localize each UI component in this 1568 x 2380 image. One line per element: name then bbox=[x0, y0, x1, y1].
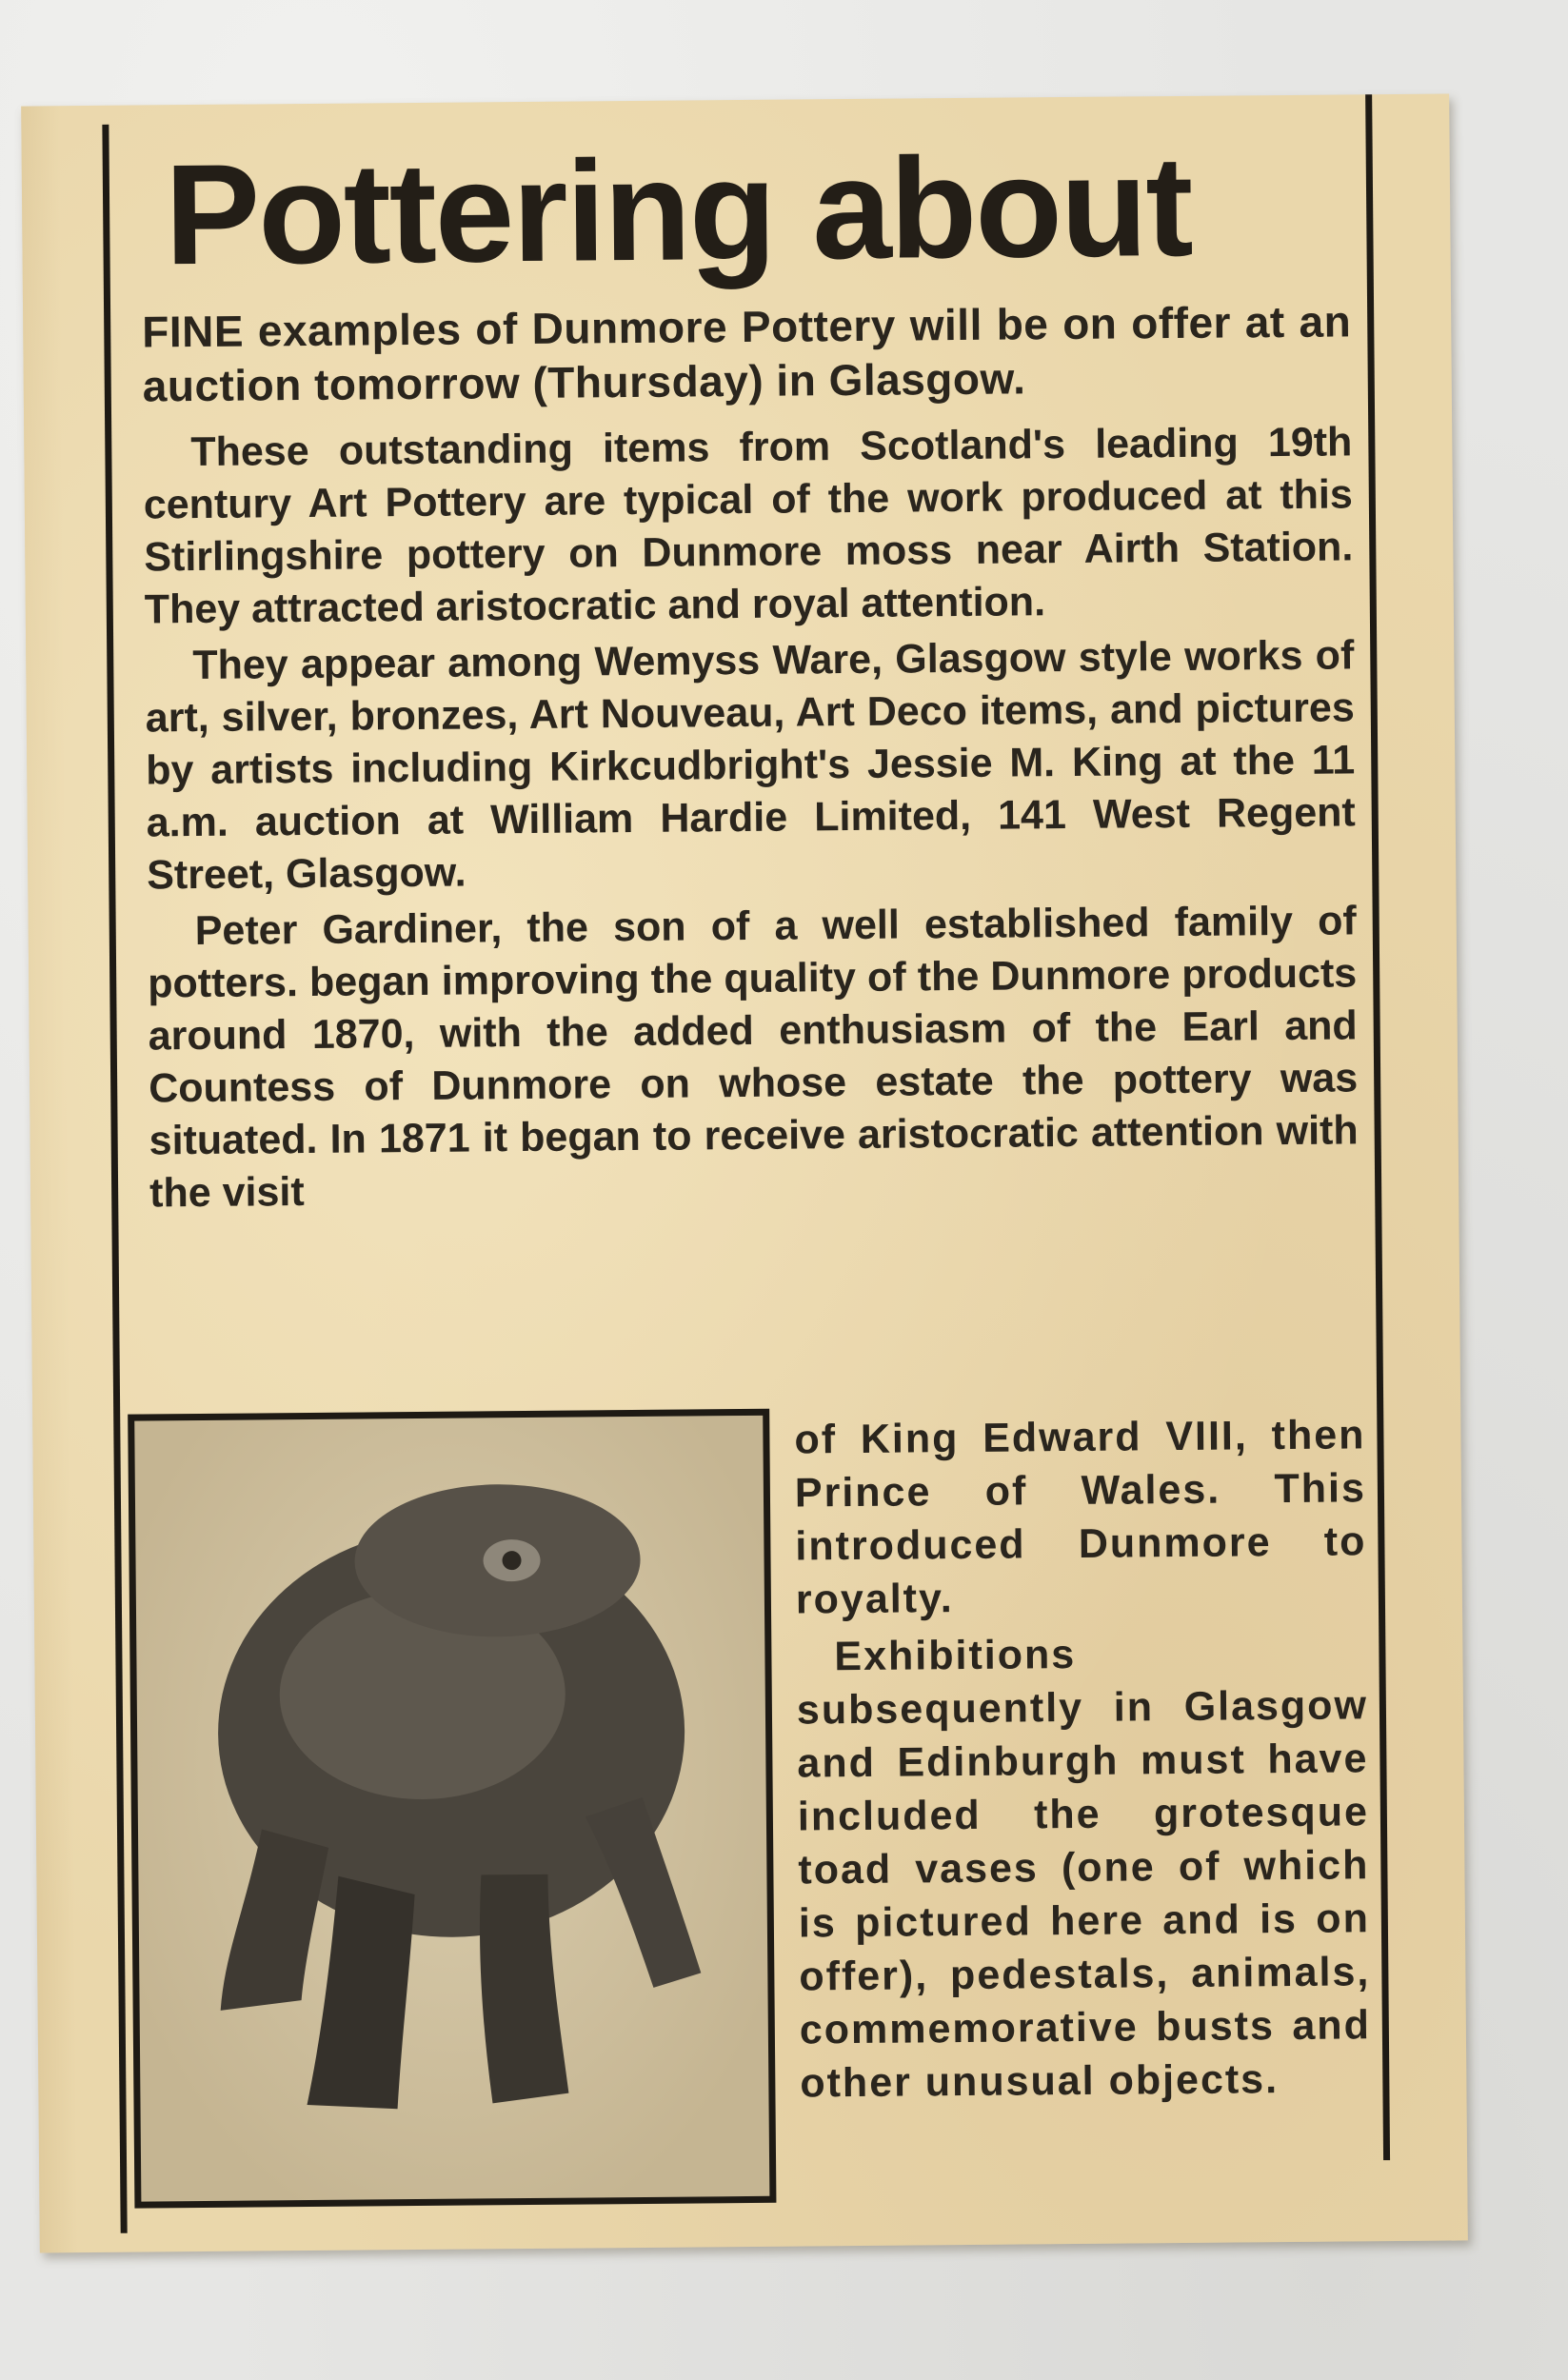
wrap-paragraph-1: of King Edward VIII, then Prince of Wales. This introduced Dunmore to royalty. bbox=[794, 1412, 1367, 1623]
toad-leg-left bbox=[219, 1829, 330, 2011]
wrapped-column bbox=[794, 1408, 1371, 2113]
toad-leg-front-left bbox=[305, 1875, 416, 2110]
column-rule-left bbox=[102, 125, 127, 2233]
paragraph-4: Peter Gardiner, the son of a well established family of potters. began improving the quality of the Dunmore products around 1870, with the added enthusiasm of the Earl and Countess of Dunmore on whose estate the pottery was situated. In 1871 it began to receive aristocratic attention with the visit bbox=[148, 898, 1359, 1217]
toad-vase-image bbox=[134, 1416, 769, 2202]
toad-pupil bbox=[502, 1551, 521, 1570]
paragraph-3: They appear among Wemyss Ware, Glasgow style works of art, silver, bronzes, Art Nouveau, Art Deco items, and pictures by artists including Kirkcudbright's Jessie M. King at the 11 a.m. auction at William Hardie Limited, 141 West Regent Street, Glasgow. bbox=[145, 632, 1356, 899]
article-body bbox=[142, 294, 1359, 1223]
toad-vase-photo bbox=[128, 1409, 776, 2209]
paragraph-2: These outstanding items from Scotland's leading 19th century Art Pottery are typical of the work produced at this Stirlingshire pottery on Dunmore moss near Airth Station. They attracted aristocratic and royal attention. bbox=[143, 419, 1354, 633]
wrap-paragraph-2: Exhibitions subsequently in Glasgow and Edinburgh must have included the grotesque toad vases (one of which is pictured here and is on offer), pedestals, animals, commemorative busts and other unusual objects. bbox=[796, 1631, 1372, 2107]
headline: Pottering about bbox=[164, 125, 1193, 295]
lead-paragraph: FINE examples of Dunmore Pottery will be on offer at an auction tomorrow (Thursday) in Glasgow. bbox=[142, 296, 1352, 411]
newspaper-clipping bbox=[21, 93, 1468, 2252]
toad-leg-right bbox=[586, 1796, 702, 1988]
